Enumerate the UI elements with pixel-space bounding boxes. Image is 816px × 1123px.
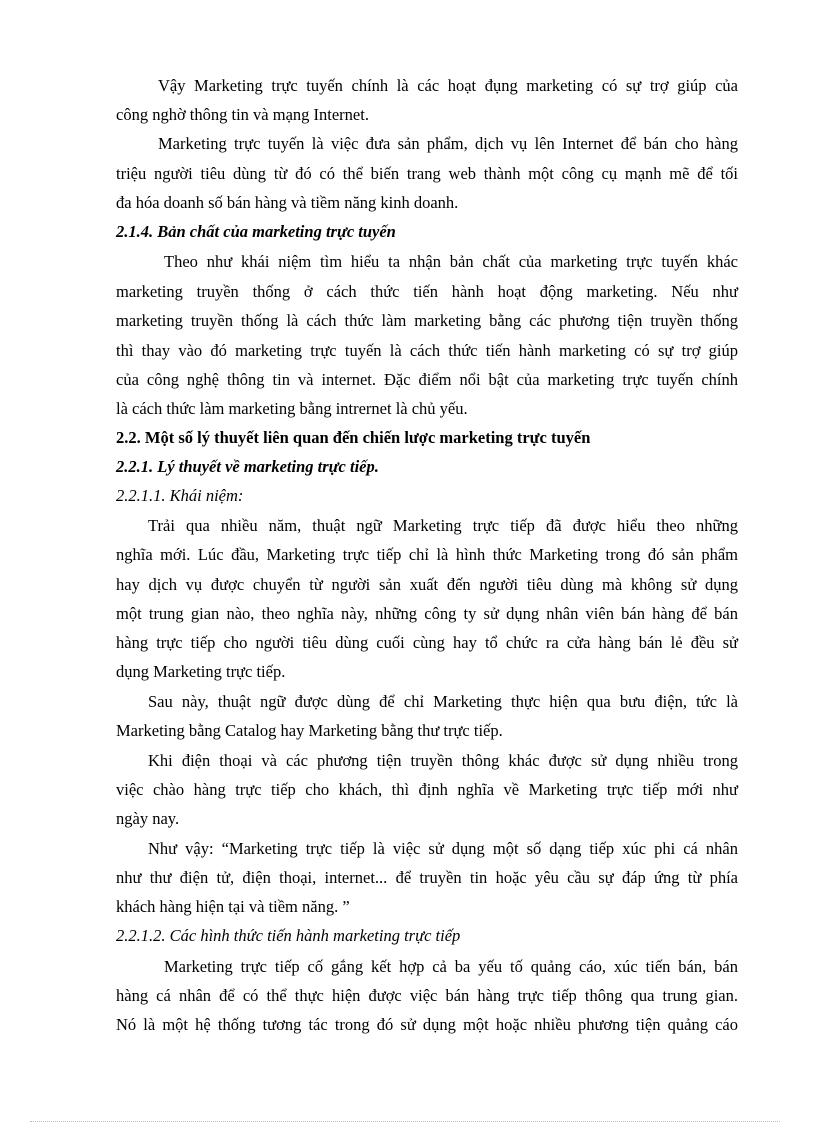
body-text-line: marketing truyền thống ở cách thức tiến hành hoạt động marketing. Nếu như	[116, 282, 738, 301]
page-bottom-rule	[30, 1121, 780, 1122]
body-text-line: Vậy Marketing trực tuyến chính là các hoạt đụng marketing có sự trợ giúp của	[158, 76, 738, 95]
body-text-line: Khi điện thoại và các phương tiện truyền thông khác được sử dụng nhiều trong	[148, 751, 738, 770]
section-heading-2-2-1-2: 2.2.1.2. Các hình thức tiến hành marketing trực tiếp	[116, 926, 461, 945]
body-text-line: công nghờ thông tin và mạng Internet.	[116, 105, 369, 124]
body-text-line: như thư điện tử, điện thoại, internet... để truyền tin hoặc yêu cầu sự đáp ứng từ phía	[116, 868, 738, 887]
section-heading-2-1-4: 2.1.4. Bản chất của marketing trực tuyến	[116, 222, 396, 241]
section-heading-2-2: 2.2. Một số lý thuyết liên quan đến chiến lược marketing trực tuyến	[116, 428, 591, 447]
section-heading-2-2-1-1: 2.2.1.1. Khái niệm:	[116, 486, 244, 505]
body-text-line: Marketing trực tiếp cố gắng kết hợp cả ba yếu tố quảng cáo, xúc tiến bán, bán	[164, 957, 738, 976]
body-text-line: ngày nay.	[116, 809, 180, 828]
body-text-line: triệu người tiêu dùng từ đó có thể biến trang web thành một công cụ mạnh mẽ để tối	[116, 164, 738, 183]
body-text-line: marketing truyền thống là cách thức làm marketing bằng các phương tiện truyền thống	[116, 311, 738, 330]
body-text-line: của công nghệ thông tin và internet. Đặc điểm nổi bật của marketing trực tuyến chính	[116, 370, 738, 389]
body-text-line: thì thay vào đó marketing trực tuyến là cách thức tiến hành marketing có sự trợ giúp	[116, 341, 738, 360]
body-text-line: việc chào hàng trực tiếp cho khách, thì định nghĩa về Marketing trực tiếp mới như	[116, 780, 738, 799]
body-text-line: hay dịch vụ được chuyển từ người sản xuất đến người tiêu dùng mà không sử dụng	[116, 575, 738, 594]
body-text-line: Nó là một hệ thống tương tác trong đó sử dụng một hoặc nhiều phương tiện quảng cáo	[116, 1015, 738, 1034]
body-text-line: hàng cá nhân để có thể thực hiện được việc bán hàng trực tiếp thông qua trung gian.	[116, 986, 738, 1005]
body-text-line: Như vậy: “Marketing trực tiếp là việc sử dụng một số dạng tiếp xúc phi cá nhân	[148, 839, 738, 858]
body-text-line: Marketing trực tuyến là việc đưa sản phẩm, dịch vụ lên Internet để bán cho hàng	[158, 134, 738, 153]
section-heading-2-2-1: 2.2.1. Lý thuyết về marketing trực tiếp.	[116, 457, 379, 476]
body-text-line: Marketing bằng Catalog hay Marketing bằng thư trực tiếp.	[116, 721, 503, 740]
body-text-line: một trung gian nào, theo nghĩa này, những công ty sử dụng nhân viên bán hàng để bán	[116, 604, 738, 623]
body-text-line: Sau này, thuật ngữ được dùng để chỉ Marketing thực hiện qua bưu điện, tức là	[148, 692, 738, 711]
body-text-line: hàng trực tiếp cho người tiêu dùng cuối cùng hay tổ chức ra cửa hàng bán lẻ đều sử	[116, 633, 738, 652]
body-text-line: Trải qua nhiều năm, thuật ngữ Marketing trực tiếp đã được hiểu theo những	[148, 516, 738, 535]
body-text-line: dụng Marketing trực tiếp.	[116, 662, 286, 681]
body-text-line: Theo như khái niệm tìm hiểu ta nhận bản chất của marketing trực tuyến khác	[164, 252, 738, 271]
body-text-line: khách hàng hiện tại và tiềm năng. ”	[116, 897, 350, 916]
body-text-line: là cách thức làm marketing bằng intrernet là chủ yếu.	[116, 399, 468, 418]
body-text-line: nghĩa mới. Lúc đầu, Marketing trực tiếp chỉ là hình thức Marketing trong đó sản phẩm	[116, 545, 738, 564]
body-text-line: đa hóa doanh số bán hàng và tiềm năng kinh doanh.	[116, 193, 459, 212]
